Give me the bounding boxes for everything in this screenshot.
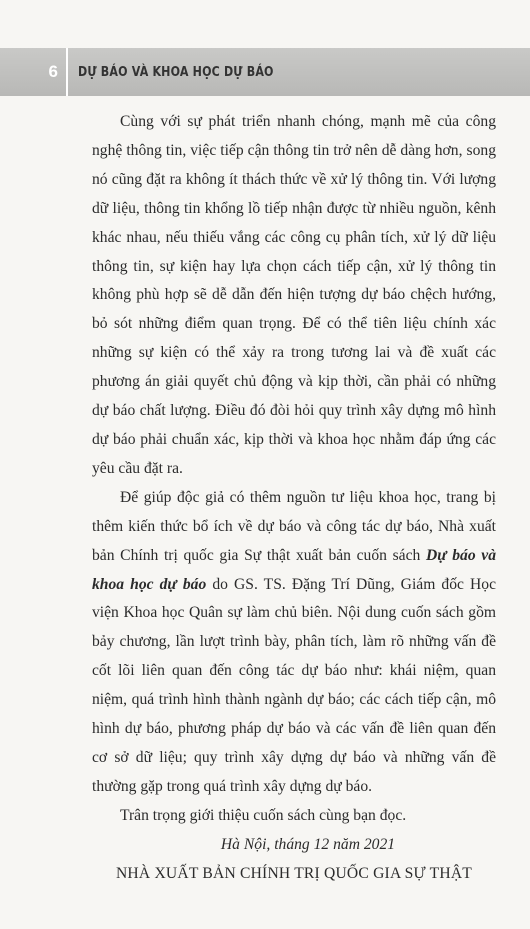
signoff-place-date: Hà Nội, tháng 12 năm 2021 (220, 835, 396, 853)
header-divider (66, 48, 68, 96)
page-header (0, 48, 530, 96)
running-title: DỰ BÁO VÀ KHOA HỌC DỰ BÁO (78, 64, 274, 80)
paragraph-2-part-2: do GS. TS. Đặng Trí Dũng, Giám đốc Học viện Khoa học Quân sự làm chủ biên. Nội dung cuốn sách gồm bảy chương, lần lượt trình bày, phân tích, làm rõ những vấn đề cốt lõi liên quan đến công tác dự báo như: khái niệm, quan niệm, quá trình hình thành ngành dự báo; các cách tiếp cận, mô hình dự báo, phương pháp dự báo và các vấn đề liên quan đến cơ sở dữ liệu; quy trình xây dựng dự báo và những vấn đề thường gặp trong quá trình xây dựng dự báo. (92, 575, 497, 795)
paragraph-2 (92, 484, 496, 802)
page-body (92, 108, 496, 888)
paragraph-1: Cùng với sự phát triển nhanh chóng, mạnh mẽ của công nghệ thông tin, việc tiếp cận thông tin trở nên dễ dàng hơn, song nó cũng đặt ra không ít thách thức về xử lý thông tin. Với lượng dữ liệu, thông tin khổng lồ tiếp nhận được từ nhiều nguồn, kênh khác nhau, nếu thiếu vắng các công cụ phân tích, xử lý dữ liệu thông tin, sự kiện hay lựa chọn cách tiếp cận, xử lý thông tin không phù hợp sẽ dễ dẫn đến hiện tượng dự báo chệch hướng, bỏ sót những điểm quan trọng. Để có thể tiên liệu chính xác những sự kiện có thể xảy ra trong tương lai và đề xuất các phương án giải quyết chủ động và kịp thời, cần phải có những dự báo chất lượng. Điều đó đòi hỏi quy trình xây dựng mô hình dự báo phải chuẩn xác, kịp thời và khoa học nhằm đáp ứng các yêu cầu đặt ra. (92, 113, 496, 477)
signoff-publisher: NHÀ XUẤT BẢN CHÍNH TRỊ QUỐC GIA SỰ THẬT (115, 864, 473, 882)
page-number: 6 (48, 62, 58, 81)
paragraph-3: Trân trọng giới thiệu cuốn sách cùng bạn đọc. (120, 806, 407, 824)
paragraph-2-part-1: Để giúp độc giả có thêm nguồn tư liệu khoa học, trang bị thêm kiến thức bổ ích về dự báo và công tác dự báo, Nhà xuất bản Chính trị quốc gia Sự thật xuất bản cuốn sách (92, 488, 496, 564)
book-title: Dự báo và khoa học dự báo (92, 546, 496, 593)
